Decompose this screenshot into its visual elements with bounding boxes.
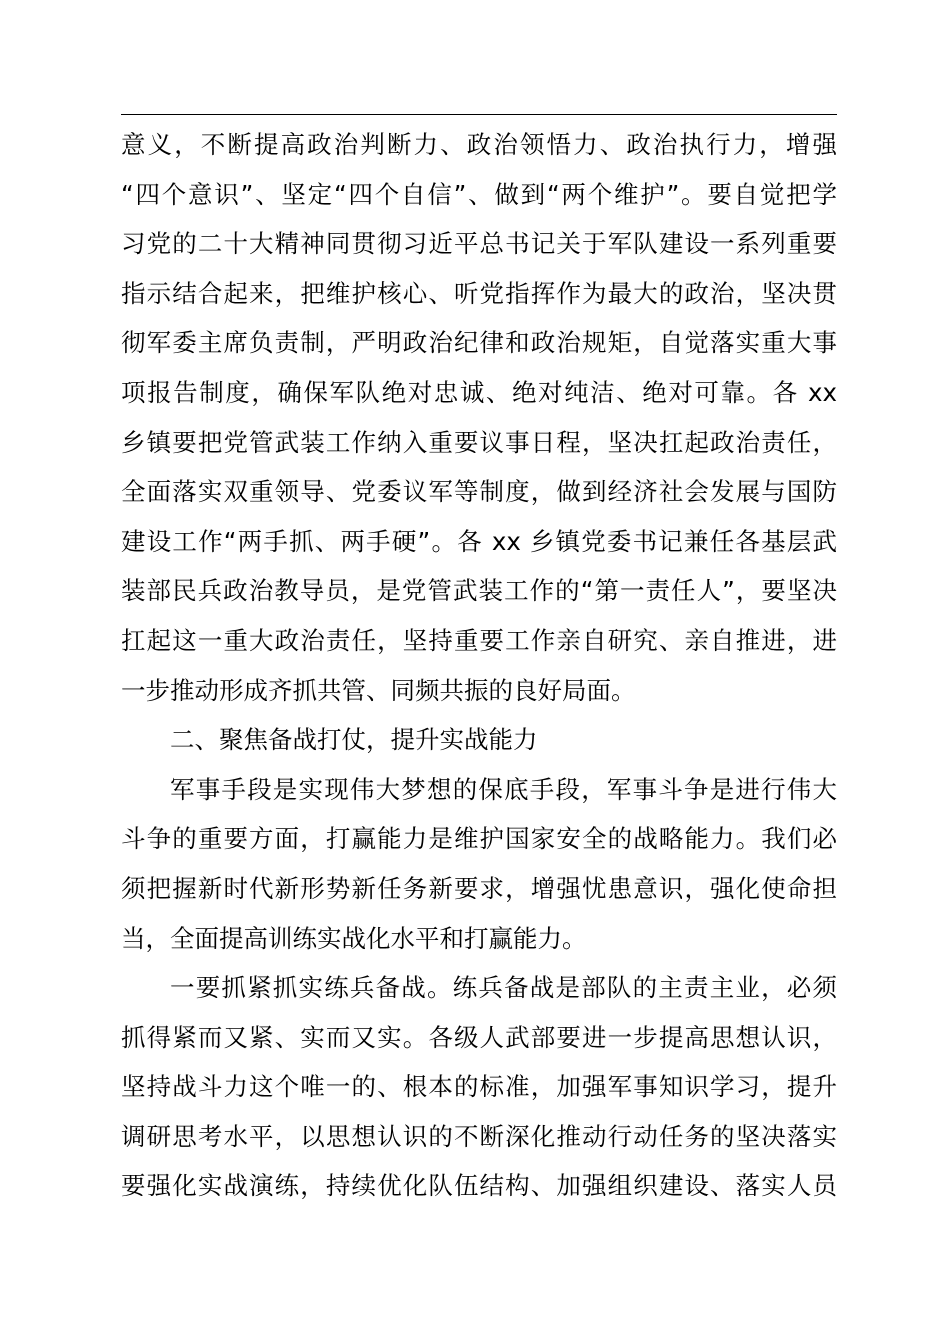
- text-line: 扛起这一重大政治责任，坚持重要工作亲自研究、亲自推进，进: [121, 625, 837, 655]
- text-line: 习党的二十大精神同贯彻习近平总书记关于军队建设一系列重要: [121, 229, 837, 259]
- paragraph-1: [121, 120, 837, 715]
- text-line: 须把握新时代新形势新任务新要求，增强忧患意识，强化使命担: [121, 873, 837, 903]
- text-line: 抓得紧而又紧、实而又实。各级人武部要进一步提高思想认识，: [121, 1022, 837, 1052]
- paragraph-2: [121, 765, 837, 963]
- text-line: “四个意识”、坚定“四个自信”、做到“两个维护”。要自觉把学: [121, 179, 837, 209]
- header-rule: [121, 114, 837, 115]
- text-line: 全面落实双重领导、党委议军等制度，做到经济社会发展与国防: [121, 477, 837, 507]
- text-line: 指示结合起来，把维护核心、听党指挥作为最大的政治，坚决贯: [121, 278, 837, 308]
- section-heading: 二、聚焦备战打仗，提升实战能力: [170, 725, 538, 755]
- text-line: 要强化实战演练，持续优化队伍结构、加强组织建设、落实人员: [121, 1171, 837, 1201]
- document-body: [121, 120, 837, 1211]
- text-line: 装部民兵政治教导员，是党管武装工作的“第一责任人”，要坚决: [121, 576, 837, 606]
- text-line: 一要抓紧抓实练兵备战。练兵备战是部队的主责主业，必须: [170, 973, 837, 1003]
- text-line: 彻军委主席负责制，严明政治纪律和政治规矩，自觉落实重大事: [121, 328, 837, 358]
- text-line: 坚持战斗力这个唯一的、根本的标准，加强军事知识学习，提升: [121, 1072, 837, 1102]
- text-line: 项报告制度，确保军队绝对忠诚、绝对纯洁、绝对可靠。各 xx: [121, 377, 837, 407]
- text-line: 意义，不断提高政治判断力、政治领悟力、政治执行力，增强: [121, 130, 837, 159]
- text-line: 建设工作“两手抓、两手硬”。各 xx 乡镇党委书记兼任各基层武: [121, 526, 837, 556]
- text-line: 调研思考水平，以思想认识的不断深化推动行动任务的坚决落实: [121, 1121, 837, 1151]
- paragraph-3: [121, 963, 837, 1211]
- text-line: 军事手段是实现伟大梦想的保底手段，军事斗争是进行伟大: [170, 774, 837, 804]
- text-line: 当，全面提高训练实战化水平和打赢能力。: [121, 923, 587, 953]
- text-line: 一步推动形成齐抓共管、同频共振的良好局面。: [121, 675, 636, 705]
- text-line: 斗争的重要方面，打赢能力是维护国家安全的战略能力。我们必: [121, 824, 837, 854]
- text-line: 乡镇要把党管武装工作纳入重要议事日程，坚决扛起政治责任，: [121, 427, 837, 457]
